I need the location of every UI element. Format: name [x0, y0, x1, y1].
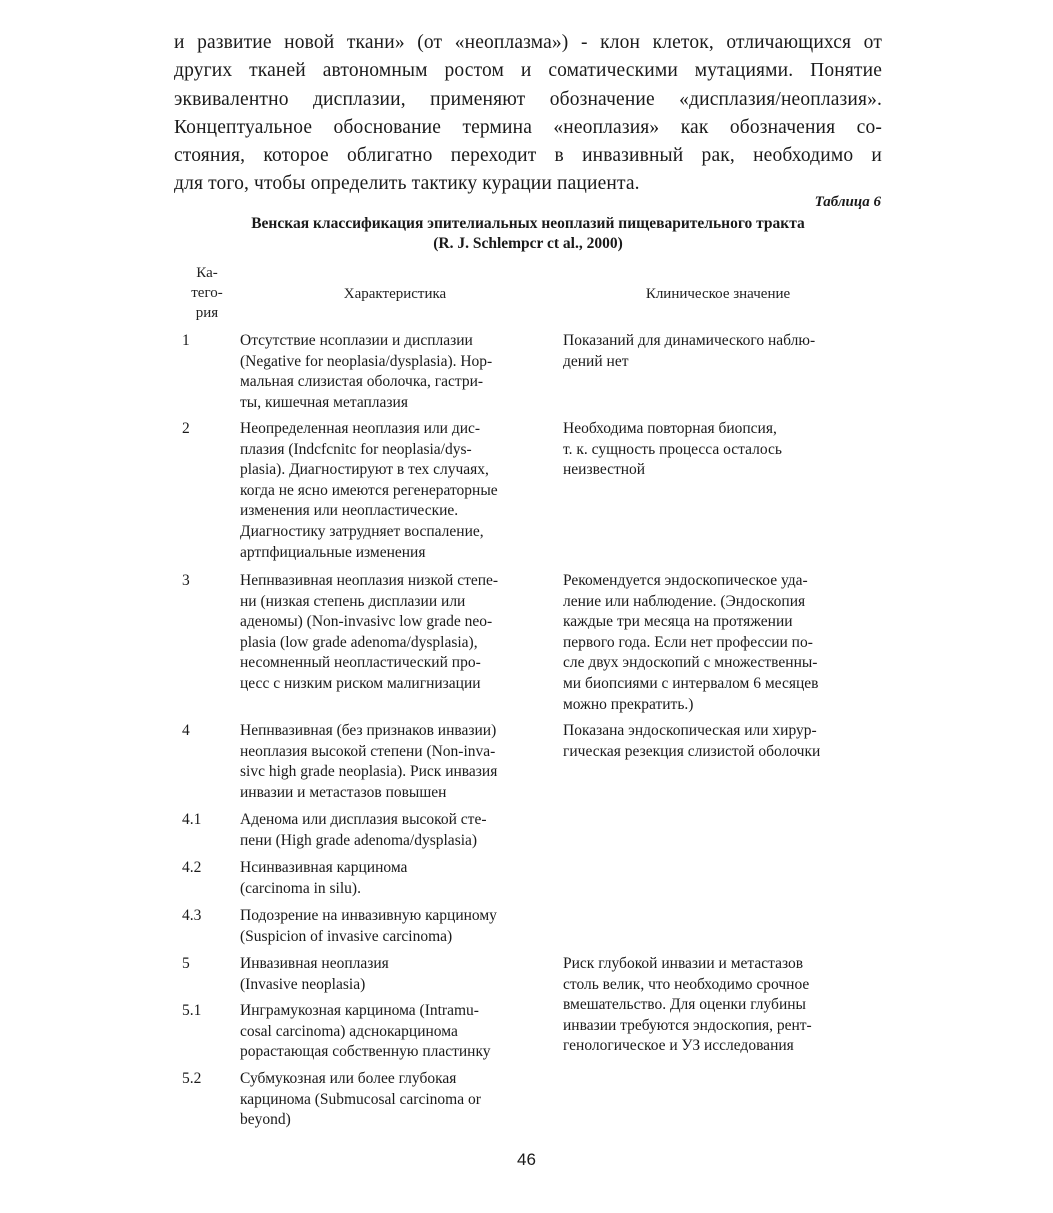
- intro-line: и развитие новой ткани» (от «неоплазма») - клон клеток, отличающихся от: [174, 32, 882, 53]
- clinical-line: сле двух эндоскопий с множественны-: [563, 654, 818, 672]
- characteristic-line: инвазии и метастазов повышен: [240, 783, 447, 801]
- clinical-line: Показана эндоскопическая или хирур-: [563, 722, 817, 739]
- clinical-line: ми биопсиями с интервалом 6 месяцев: [563, 674, 819, 692]
- intro-line: стояния, которое облигатно переходит в инвазивный рак, необходимо и: [174, 145, 882, 167]
- row-characteristic: [240, 858, 550, 899]
- clinical-line: Рекомендуется эндоскопическое уда-: [563, 572, 808, 589]
- characteristic-line: (Suspicion of invasive carcinoma): [240, 927, 453, 945]
- table-number: Таблица 6: [814, 194, 881, 210]
- row-category: 5: [182, 955, 190, 972]
- characteristic-line: неоплазия высокой степени (Non-inva-: [240, 742, 496, 760]
- characteristic-line: артпфициальные изменения: [240, 543, 426, 561]
- row-clinical-significance: [563, 419, 875, 481]
- category-header-line: Ка-: [196, 265, 218, 281]
- row-characteristic: [240, 1001, 550, 1063]
- clinical-line: т. к. сущность процесса осталось: [563, 440, 782, 458]
- characteristic-line: аденомы) (Non-invasivc low grade neo-: [240, 613, 493, 631]
- clinical-line: инвазии требуются эндоскопия, рент-: [563, 1016, 812, 1034]
- row-category: 3: [182, 572, 190, 589]
- characteristic-line: когда не ясно имеются регенераторные: [240, 481, 498, 499]
- row-category: 4: [182, 722, 190, 739]
- characteristic-line: plasia (low grade adenoma/dysplasia),: [240, 633, 478, 651]
- clinical-line: дений нет: [563, 352, 629, 370]
- characteristic-line: мальная слизистая оболочка, гастри-: [240, 373, 484, 391]
- category-header-line: тего-: [191, 285, 223, 301]
- row-category: 5.2: [182, 1070, 202, 1087]
- characteristic-line: plasia). Диагностируют в тех случаях,: [240, 461, 489, 479]
- intro-paragraph: [174, 29, 882, 199]
- characteristic-line: beyond): [240, 1111, 291, 1129]
- characteristic-line: Диагностику затрудняет воспаление,: [240, 522, 484, 540]
- characteristic-line: Инграмукозная карцинома (Intramu-: [240, 1002, 479, 1019]
- characteristic-line: рорастающая собственную пластинку: [240, 1043, 491, 1061]
- row-clinical-significance: [563, 331, 875, 372]
- characteristic-line: Субмукозная или более глубокая: [240, 1070, 457, 1087]
- characteristic-line: Непнвазивная неоплазия низкой степе-: [240, 572, 499, 589]
- characteristic-line: cosal carcinoma) адснокарцинома: [240, 1022, 458, 1040]
- row-category: 1: [182, 332, 190, 349]
- row-characteristic: [240, 419, 550, 563]
- characteristic-line: Неопределенная неоплазия или дис-: [240, 420, 481, 437]
- characteristic-line: Подозрение на инвазивную карциному: [240, 907, 497, 924]
- category-column-header: [182, 263, 232, 323]
- intro-line: эквивалентно дисплазии, применяют обозначение «дисплазия/неоплазия».: [174, 88, 882, 110]
- characteristic-line: ты, кишечная метаплазия: [240, 393, 408, 411]
- row-characteristic: [240, 810, 550, 851]
- row-category: 4.3: [182, 907, 202, 924]
- table-title: [174, 214, 882, 254]
- characteristic-line: Нсинвазивная карцинома: [240, 859, 408, 876]
- row-clinical-significance: [563, 954, 875, 1057]
- intro-line: других тканей автономным ростом и соматическими мутациями. Понятие: [174, 60, 882, 82]
- clinical-line: гическая резекция слизистой оболочки: [563, 742, 821, 760]
- characteristic-line: несомненный неопластический про-: [240, 654, 481, 672]
- characteristic-line: Отсутствие нсоплазии и дисплазии: [240, 332, 473, 349]
- row-category: 2: [182, 420, 190, 437]
- row-characteristic: [240, 954, 550, 995]
- intro-line: для того, чтобы определить тактику курации пациента.: [174, 173, 640, 195]
- clinical-line: каждые три месяца на протяжении: [563, 613, 793, 631]
- characteristic-line: пени (High grade adenoma/dysplasia): [240, 831, 478, 849]
- clinical-line: Риск глубокой инвазии и метастазов: [563, 955, 804, 972]
- table-title-line: (R. J. Schlempcr ct al., 2000): [433, 235, 623, 252]
- characteristic-line: (Invasive neoplasia): [240, 975, 366, 993]
- intro-line: Концептуальное обоснование термина «неоплазия» как обозначения со-: [174, 116, 882, 138]
- clinical-line: Необходима повторная биопсия,: [563, 420, 777, 437]
- row-clinical-significance: [563, 721, 875, 762]
- row-clinical-significance: [563, 571, 875, 715]
- characteristic-line: sivc high grade neoplasia). Риск инвазия: [240, 763, 498, 781]
- characteristic-line: (carcinoma in silu).: [240, 879, 361, 897]
- row-characteristic: [240, 571, 550, 695]
- clinical-line: ление или наблюдение. (Эндоскопия: [563, 592, 806, 610]
- characteristic-line: (Negative for neoplasia/dysplasia). Нор-: [240, 352, 493, 370]
- table-title-line: Венская классификация эпителиальных неоплазий пищеварительного тракта: [251, 215, 805, 232]
- clinical-line: первого года. Если нет профессии по-: [563, 633, 813, 651]
- row-characteristic: [240, 721, 550, 803]
- clinical-line: можно прекратить.): [563, 695, 694, 713]
- characteristic-line: ни (низкая степень дисплазии или: [240, 592, 466, 610]
- row-category: 5.1: [182, 1002, 202, 1019]
- clinical-line: столь велик, что необходимо срочное: [563, 975, 810, 993]
- page-number: 46: [517, 1150, 536, 1169]
- clinical-line: вмешательство. Для оценки глубины: [563, 996, 806, 1014]
- characteristic-line: изменения или неопластические.: [240, 502, 459, 520]
- characteristic-line: цесс с низким риском малигнизации: [240, 674, 481, 692]
- clinical-column-header: Клиническое значение: [645, 286, 791, 302]
- characteristic-line: плазия (Indcfcnitc for neoplasia/dys-: [240, 440, 472, 458]
- category-header-line: рия: [195, 305, 219, 321]
- characteristic-line: Инвазивная неоплазия: [240, 955, 389, 972]
- row-characteristic: [240, 331, 550, 413]
- characteristic-column-header: Характеристика: [343, 286, 447, 302]
- row-category: 4.1: [182, 811, 202, 828]
- clinical-line: неизвестной: [563, 461, 646, 479]
- characteristic-line: Непнвазивная (без признаков инвазии): [240, 722, 497, 739]
- row-characteristic: [240, 1069, 550, 1131]
- characteristic-line: карцинома (Submucosal carcinoma or: [240, 1090, 481, 1108]
- row-characteristic: [240, 906, 550, 947]
- characteristic-line: Аденома или дисплазия высокой сте-: [240, 811, 487, 828]
- clinical-line: генологическое и УЗ исследования: [563, 1037, 794, 1055]
- row-category: 4.2: [182, 859, 202, 876]
- clinical-line: Показаний для динамического наблю-: [563, 332, 816, 349]
